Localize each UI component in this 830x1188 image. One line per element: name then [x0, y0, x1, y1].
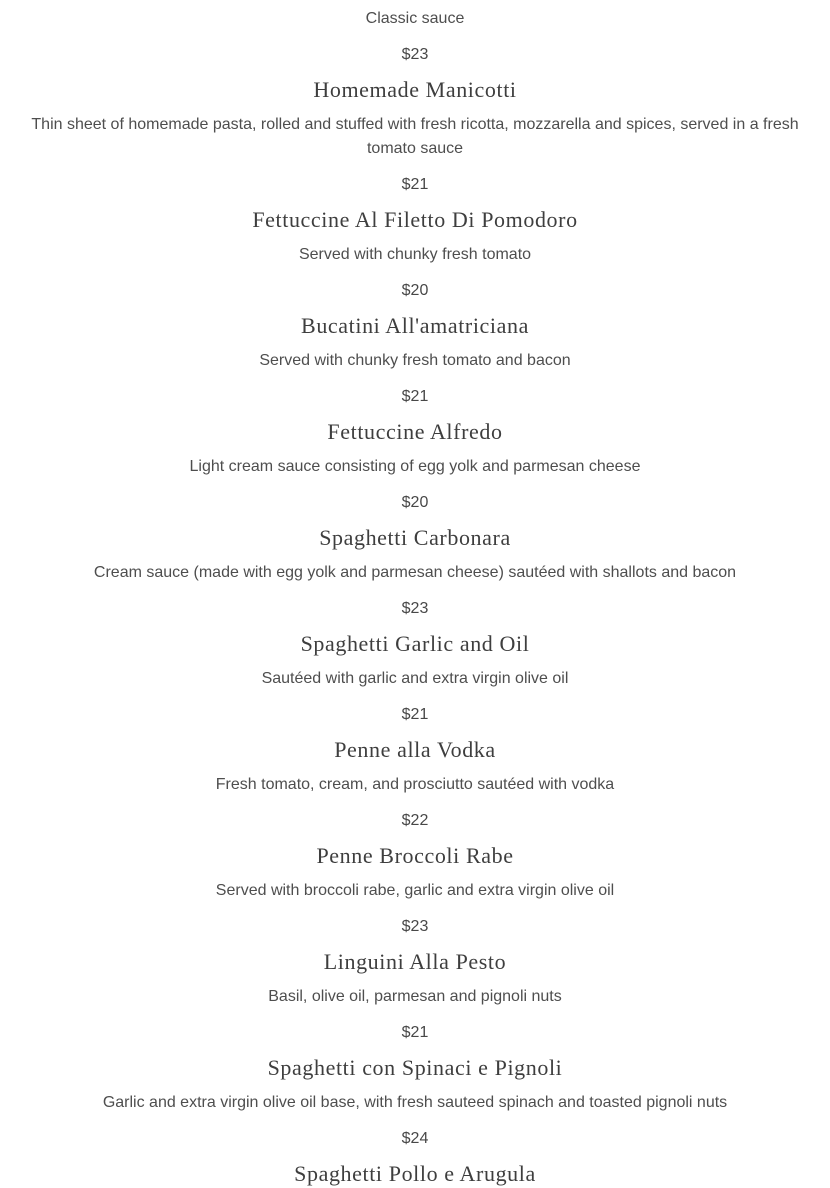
dish-description: Garlic and extra virgin olive oil base, with fresh sauteed spinach and toasted pignoli nuts [102, 1094, 728, 1111]
dish-description: Light cream sauce consisting of egg yolk and parmesan cheese [189, 458, 641, 475]
dish-description: Served with chunky fresh tomato [298, 246, 532, 263]
dish-description: Cream sauce (made with egg yolk and parmesan cheese) sautéed with shallots and bacon [93, 564, 737, 581]
menu-item [29, 312, 801, 409]
menu-item [29, 206, 801, 303]
dish-description: Classic sauce [365, 10, 465, 27]
dish-name: Bucatini All'amatriciana [301, 313, 529, 338]
dish-price: $23 [401, 918, 429, 935]
menu-item [29, 630, 801, 727]
dish-price: $20 [401, 494, 429, 511]
dish-price: $23 [401, 600, 429, 617]
dish-description: Sautéed with garlic and extra virgin olive oil [261, 670, 569, 687]
menu-list [29, 7, 801, 1188]
dish-price: $24 [401, 1130, 429, 1147]
dish-price: $21 [401, 1024, 429, 1041]
dish-description: Served with chunky fresh tomato and bacon [259, 352, 571, 369]
dish-name: Linguini Alla Pesto [323, 949, 507, 974]
dish-name: Spaghetti con Spinaci e Pignoli [267, 1055, 563, 1080]
dish-price: $22 [401, 812, 429, 829]
dish-name: Homemade Manicotti [313, 77, 517, 102]
menu-item [29, 524, 801, 621]
menu-item [29, 842, 801, 939]
dish-description: Served with broccoli rabe, garlic and extra virgin olive oil [215, 882, 615, 899]
dish-name: Fettuccine Al Filetto Di Pomodoro [252, 207, 578, 232]
menu-item [29, 948, 801, 1045]
dish-name: Spaghetti Garlic and Oil [300, 631, 530, 656]
menu-section [29, 0, 801, 1188]
dish-name: Spaghetti Pollo e Arugula [294, 1161, 536, 1186]
menu-item [29, 1054, 801, 1151]
dish-description: Basil, olive oil, parmesan and pignoli nuts [268, 988, 562, 1005]
dish-price: $23 [401, 46, 429, 63]
dish-description: Fresh tomato, cream, and prosciutto sautéed with vodka [215, 776, 615, 793]
dish-price: $21 [401, 706, 429, 723]
menu-item [29, 1160, 801, 1188]
dish-name: Penne alla Vodka [334, 737, 496, 762]
dish-name: Spaghetti Carbonara [319, 525, 511, 550]
dish-price: $21 [401, 388, 429, 405]
dish-name: Fettuccine Alfredo [327, 419, 503, 444]
menu-item [29, 418, 801, 515]
menu-item [29, 7, 801, 67]
dish-name: Penne Broccoli Rabe [316, 843, 514, 868]
dish-price: $20 [401, 282, 429, 299]
menu-item [29, 736, 801, 833]
menu-item [29, 76, 801, 197]
dish-price: $21 [401, 176, 429, 193]
dish-description: Thin sheet of homemade pasta, rolled and stuffed with fresh ricotta, mozzarella and spices, served in a fresh tomato sauce [31, 116, 799, 157]
